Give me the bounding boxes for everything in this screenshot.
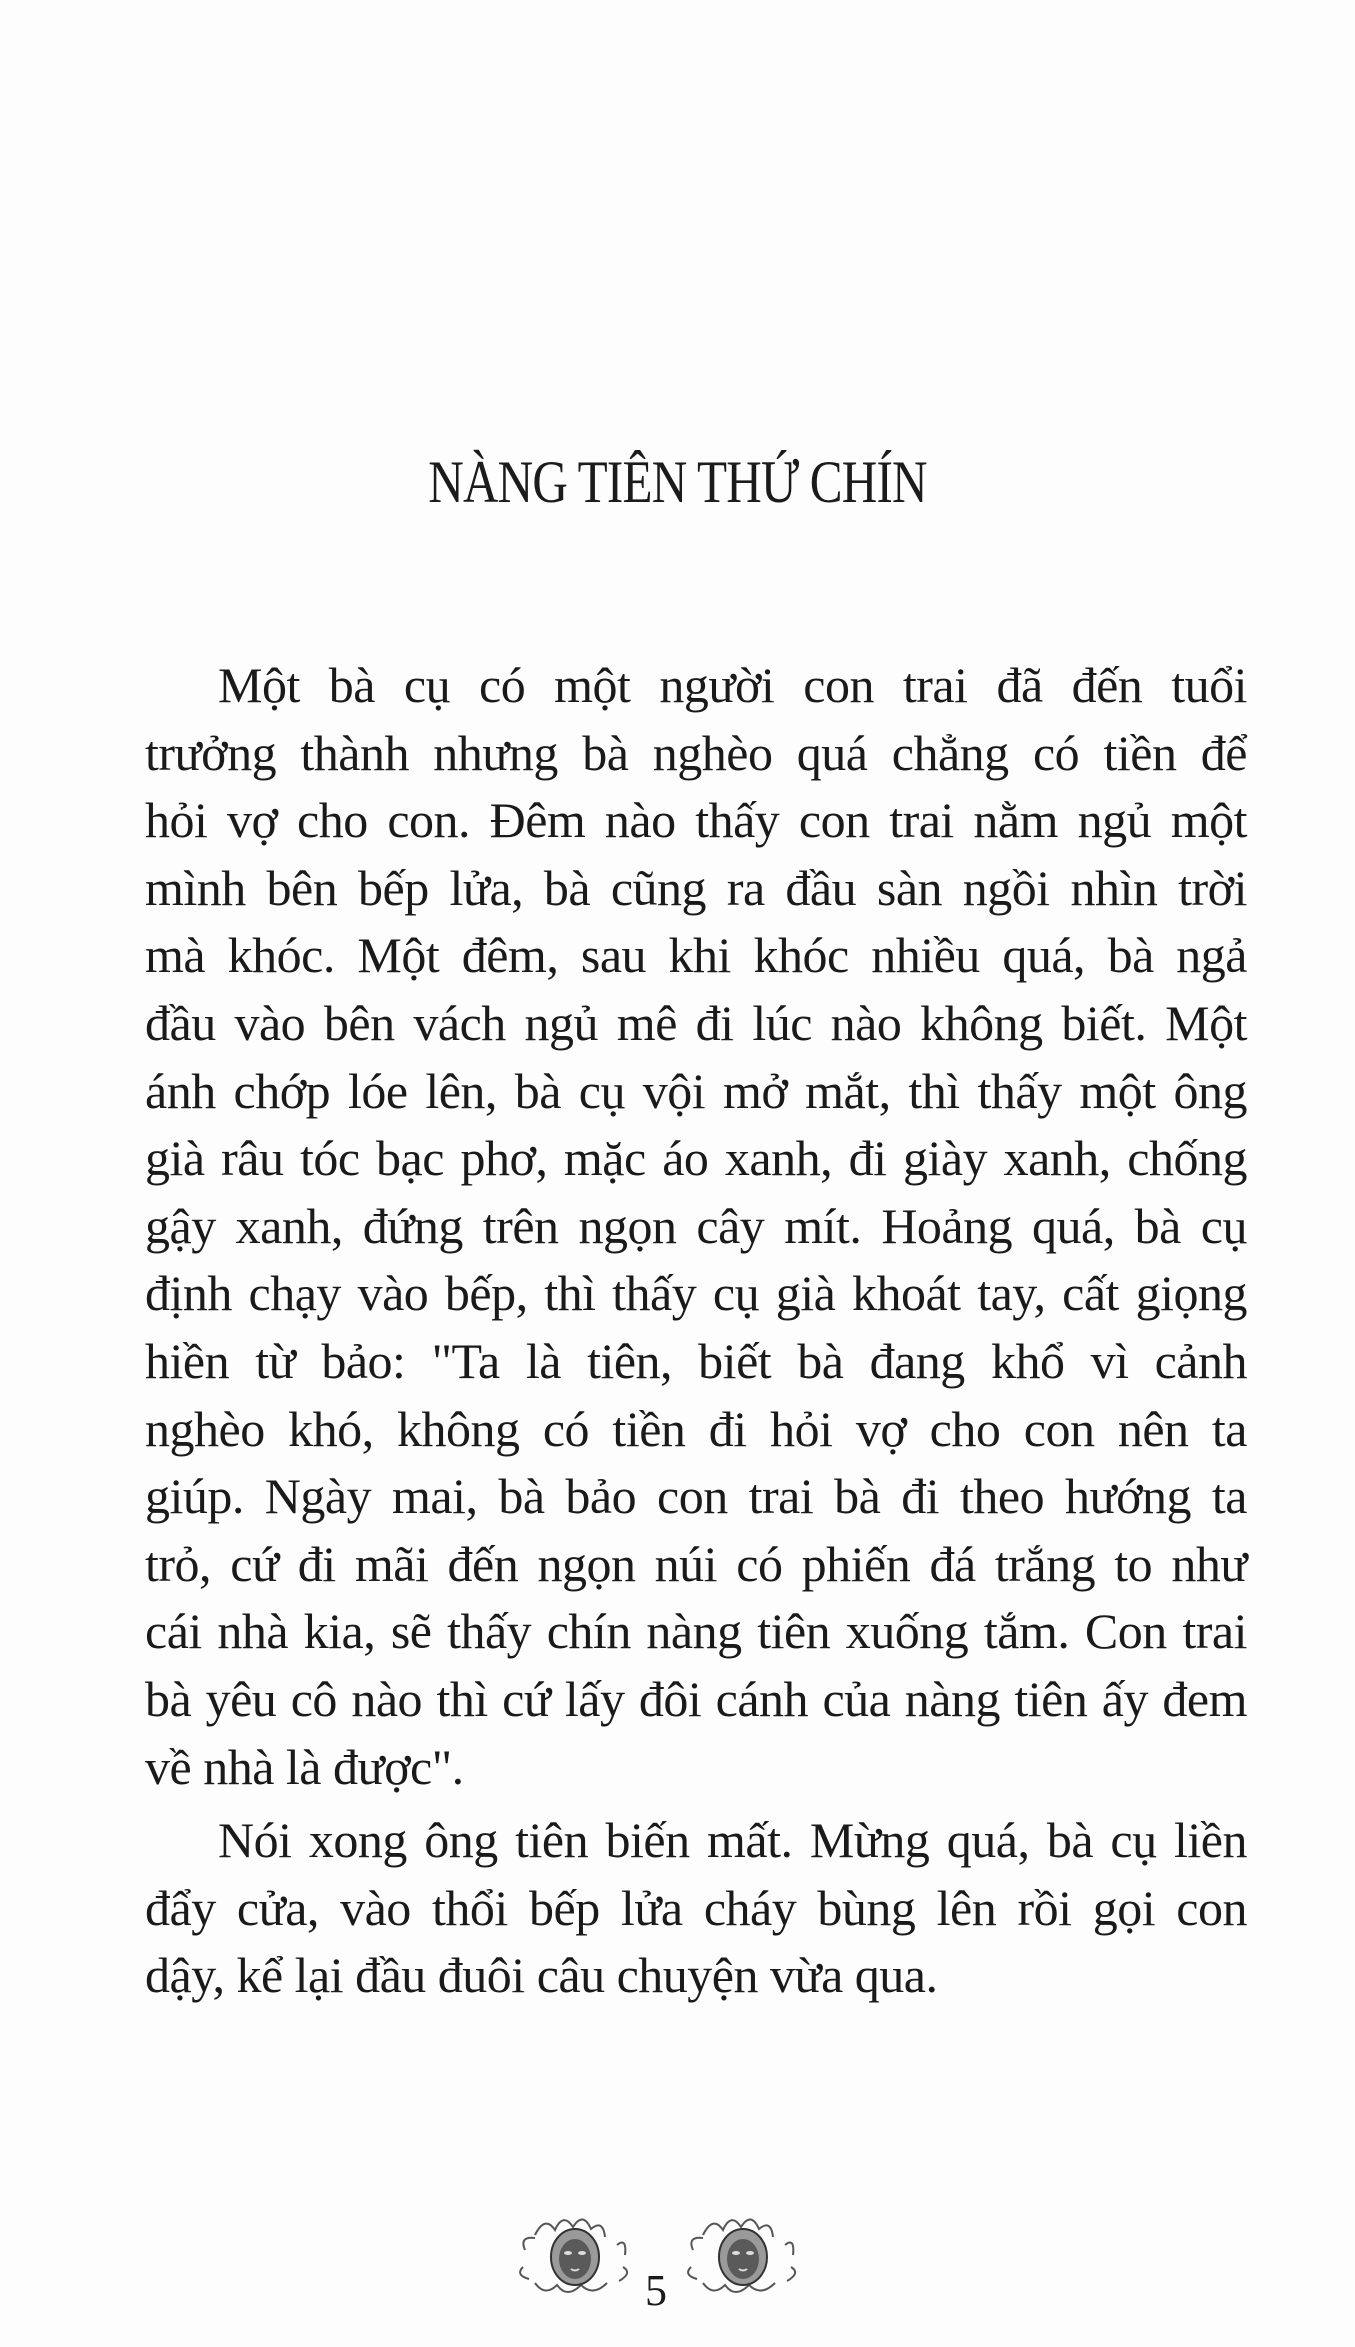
text-line: mà khóc. Một đêm, sau khi khóc nhiều quá, bà ngả (145, 927, 1247, 984)
text-line: định chạy vào bếp, thì thấy cụ già khoát tay, cất giọng (145, 1265, 1247, 1322)
text-line: trưởng thành nhưng bà nghèo quá chẳng có tiền để (145, 724, 1247, 781)
text-line: ánh chớp lóe lên, bà cụ vội mở mắt, thì thấy một ông (145, 1062, 1247, 1119)
page-footer (0, 2205, 1355, 2315)
chapter-title: NÀNG TIÊN THỨ CHÍN (428, 449, 927, 515)
paragraph-2 (145, 1807, 1247, 2010)
text-line: nghèo khó, không có tiền đi hỏi vợ cho con nên ta (145, 1400, 1247, 1457)
text-line: gậy xanh, đứng trên ngọn cây mít. Hoảng quá, bà cụ (145, 1197, 1247, 1254)
text-line: cái nhà kia, sẽ thấy chín nàng tiên xuống tắm. Con trai (145, 1603, 1247, 1660)
text-line: Một bà cụ có một người con trai đã đến tuổi (218, 657, 1247, 713)
text-line: hỏi vợ cho con. Đêm nào thấy con trai nằm ngủ một (145, 792, 1247, 849)
sun-face-ornament-icon (505, 2205, 645, 2300)
sun-face-ornament-icon (673, 2205, 813, 2300)
paragraph-1 (145, 652, 1247, 1801)
text-line: mình bên bếp lửa, bà cũng ra đầu sàn ngồi nhìn trời (145, 859, 1247, 916)
text-line: già râu tóc bạc phơ, mặc áo xanh, đi giày xanh, chống (145, 1130, 1247, 1187)
text-line: trỏ, cứ đi mãi đến ngọn núi có phiến đá trắng to như (145, 1535, 1247, 1592)
text-line: bà yêu cô nào thì cứ lấy đôi cánh của nàng tiên ấy đem (145, 1670, 1247, 1727)
text-line: về nhà là được". (145, 1738, 464, 1795)
text-line: giúp. Ngày mai, bà bảo con trai bà đi theo hướng ta (145, 1468, 1247, 1525)
text-line: đầu vào bên vách ngủ mê đi lúc nào không biết. Một (145, 994, 1247, 1051)
text-line: dậy, kể lại đầu đuôi câu chuyện vừa qua. (145, 1947, 938, 2004)
story-body (145, 652, 1247, 2010)
page-number: 5 (645, 2266, 667, 2315)
text-line: hiền từ bảo: "Ta là tiên, biết bà đang khổ vì cảnh (145, 1332, 1247, 1389)
text-line: đẩy cửa, vào thổi bếp lửa cháy bùng lên rồi gọi con (145, 1879, 1247, 1936)
text-line: Nói xong ông tiên biến mất. Mừng quá, bà cụ liền (218, 1812, 1247, 1869)
